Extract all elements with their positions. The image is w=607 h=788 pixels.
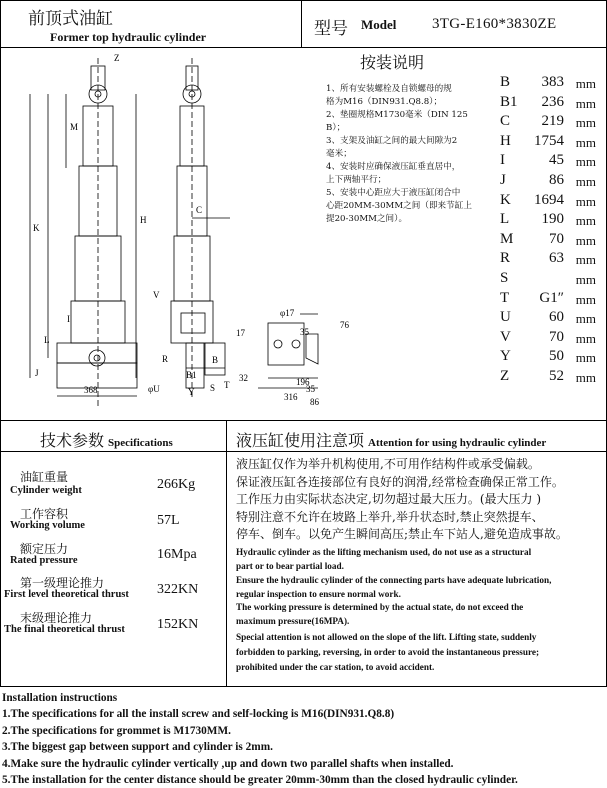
param-unit: mm	[575, 213, 596, 229]
param-unit: mm	[575, 76, 596, 91]
param-value: 86	[549, 171, 564, 188]
param-value: 45	[549, 152, 564, 169]
note-line: 提20-30MM之间）。	[326, 214, 408, 224]
attention-en-para	[236, 546, 602, 573]
note-line: 格为M16（DIN931.Q8.8）；	[326, 97, 443, 107]
notes-title: 按装说明	[360, 53, 425, 72]
dim-368: 368	[84, 385, 98, 395]
bracket-hole-1	[274, 340, 282, 348]
dim-32: 32	[239, 373, 248, 383]
attention-en-line: regular inspection to ensure normal work.	[236, 588, 401, 599]
label-i: I	[67, 314, 70, 324]
note-line: 3、支架及油缸之间的最大间隙为2	[326, 136, 458, 146]
param-key: L	[500, 211, 510, 228]
attention-en-line: prohibited under the car station, to avoid accident.	[236, 662, 435, 672]
label-phiu: φU	[148, 384, 160, 394]
param-value: 190	[541, 211, 564, 228]
label-h: H	[140, 215, 147, 225]
param-key: H	[500, 132, 511, 149]
attention-en-para	[236, 630, 602, 675]
base-eye	[89, 350, 105, 366]
param-key: M	[500, 230, 514, 247]
param-unit: mm	[575, 311, 596, 327]
attention-title	[236, 428, 546, 451]
instruction-line: 1.The specifications for all the install screw and self-locking is M16(DIN931.Q8.8)	[2, 708, 395, 721]
dim-35b: 35	[306, 384, 315, 394]
label-c: C	[196, 205, 203, 215]
spec-en: First level theoretical thrust	[4, 589, 129, 600]
note-line: 1、所有安装螺栓及自锁螺母的规	[326, 84, 452, 94]
param-key: U	[500, 309, 511, 326]
note-line: 上下两轴平行；	[326, 175, 387, 185]
label-b: B	[212, 355, 219, 365]
param-value: 60	[549, 309, 564, 326]
spec-cn: 末级理论推力	[20, 611, 93, 625]
param-value: 1694	[534, 191, 564, 208]
attention-cn-line: 保证液压缸各连接部位有良好的润滑,经常检查确保正常工作。	[236, 474, 564, 489]
dim-17: 17	[236, 328, 245, 338]
note-line: 5、安装中心距应大于液压缸闭合中	[326, 188, 461, 198]
model-value: 3TG-E160*3830ZE	[432, 16, 557, 32]
param-row	[500, 113, 600, 133]
attention-en-line: Ensure the hydraulic cylinder of the connecting parts have adequate lubrication,	[236, 575, 552, 585]
frame-top	[0, 0, 607, 1]
attention-en-para	[236, 601, 602, 628]
mid-clamp	[181, 313, 205, 333]
param-unit: mm	[575, 271, 596, 287]
dim-35: 35	[300, 327, 309, 337]
param-key: B	[500, 74, 511, 90]
label-y: Y	[188, 387, 195, 397]
spec-en: The final theoretical thrust	[4, 624, 125, 635]
installation-instructions	[2, 690, 605, 788]
param-key: C	[500, 113, 511, 130]
param-key: R	[500, 250, 511, 267]
spec-title	[40, 428, 173, 451]
dim-316: 316	[284, 392, 298, 402]
dim-phi17: φ17	[280, 308, 295, 318]
note-line: 心距20MM-30MM之间（即来节缸上	[326, 201, 472, 211]
param-row	[500, 270, 600, 290]
param-row	[500, 133, 600, 153]
mid-base	[186, 343, 204, 388]
bottom-divider	[0, 686, 607, 687]
instruction-line: 3.The biggest gap between support and cylinder is 2mm.	[2, 741, 273, 754]
instruction-line: 4.Make sure the hydraulic cylinder vertically ,up and down two parallel shafts when installed.	[2, 757, 454, 770]
param-row	[500, 250, 600, 270]
spec-cn: 第一级理论推力	[20, 576, 105, 590]
label-k: K	[33, 223, 40, 233]
label-r: R	[162, 354, 169, 364]
attention-en-line: forbidden to parking, reversing, in order to avoid the instantaneous pressure;	[236, 647, 540, 657]
param-row	[500, 192, 600, 212]
param-value: 63	[549, 250, 564, 267]
label-j: J	[35, 368, 39, 378]
param-row	[500, 309, 600, 329]
param-key: S	[500, 269, 509, 286]
instructions-title: Installation instructions	[2, 692, 118, 704]
base-top	[57, 343, 137, 363]
param-row	[500, 152, 600, 172]
model-label-cn: 型号	[314, 19, 348, 39]
attention-title-en: Attention for using hydraulic cylinder	[368, 437, 547, 449]
title-en: Former top hydraulic cylinder	[50, 30, 207, 44]
attention-en-line: part or to bear partial load.	[236, 560, 344, 571]
param-value: 1754	[534, 132, 564, 149]
title-cn: 前顶式油缸	[28, 9, 113, 29]
section-divider-title	[0, 451, 607, 452]
label-v: V	[153, 290, 160, 300]
spec-title-cn: 技术参数	[40, 431, 105, 450]
attention-cn-line: 液压缸仅作为举升机构使用,不可用作结构件或承受偏载。	[236, 457, 540, 471]
param-key: J	[500, 171, 506, 188]
param-unit: mm	[575, 232, 596, 248]
spec-vdivider	[226, 420, 227, 686]
bracket-ramp	[306, 334, 318, 364]
dim-196: 196	[296, 377, 310, 387]
param-unit: mm	[575, 115, 596, 131]
note-line: 2、垫圈规格M1730毫米（DIN 125	[326, 110, 468, 120]
spec-value: 322KN	[157, 582, 199, 597]
note-line: B）；	[326, 123, 346, 133]
label-z: Z	[114, 53, 120, 63]
param-unit: mm	[575, 252, 596, 268]
model-label-en: Model	[361, 17, 397, 32]
param-unit: mm	[575, 291, 596, 307]
param-row	[500, 348, 600, 368]
label-l: L	[44, 335, 50, 345]
attention-title-cn: 液压缸使用注意项	[236, 431, 365, 450]
note-line: 毫米；	[326, 149, 352, 159]
param-row	[500, 172, 600, 192]
param-key: Y	[500, 348, 511, 365]
param-value: 383	[541, 74, 564, 90]
header-vdivider	[301, 0, 302, 47]
attention-cn-block	[236, 456, 602, 544]
param-row	[500, 74, 600, 94]
spec-value: 266Kg	[157, 477, 196, 492]
param-row	[500, 231, 600, 251]
attention-en-para	[236, 574, 602, 601]
spec-value: 16Mpa	[157, 547, 197, 562]
param-key: B1	[500, 93, 518, 110]
dim-86: 86	[310, 397, 319, 407]
attention-en-line: The working pressure is determined by the actual state, do not exceed the	[236, 602, 524, 612]
side-bracket-plate	[268, 323, 304, 365]
attention-cn-line: 工作压力由实际状态决定,切勿超过最大压力。(最大压力 )	[236, 492, 541, 506]
param-key: Z	[500, 367, 510, 384]
parameter-table	[500, 74, 600, 388]
param-row	[500, 329, 600, 349]
instruction-line: 2.The specifications for grommet is M1730MM.	[2, 724, 231, 737]
param-key: I	[500, 152, 505, 169]
param-key: T	[500, 289, 510, 306]
param-unit: mm	[575, 193, 596, 209]
param-unit: mm	[575, 330, 596, 346]
param-unit: mm	[575, 173, 596, 189]
notes-list	[326, 83, 494, 226]
param-value: 50	[549, 348, 564, 365]
param-key: V	[500, 328, 511, 345]
label-t: T	[224, 380, 230, 390]
spec-title-en: Specifications	[108, 437, 173, 449]
param-value: 70	[549, 230, 564, 247]
label-s: S	[210, 383, 216, 393]
instruction-line: 5.The installation for the center distance should be greater 20mm-30mm than the closed hydraulic cylinder.	[2, 774, 518, 787]
param-unit: mm	[575, 95, 596, 111]
attention-en-line: Hydraulic cylinder as the lifting mechanism used, do not use as a structural	[236, 547, 532, 557]
attention-cn-line: 特别注意不允许在坡路上举升,举升状态时,禁止突然提车、	[236, 509, 544, 524]
attention-en-line: Special attention is not allowed on the slope of the lift. Lifting state, suddenly	[236, 632, 537, 642]
bracket-hole-2	[292, 340, 300, 348]
label-b1: B1	[186, 370, 197, 380]
spec-en: Working volume	[10, 520, 85, 531]
note-line: 4、安装时应确保液压缸垂直居中，	[326, 162, 461, 172]
param-row	[500, 94, 600, 114]
param-unit: mm	[575, 369, 596, 385]
spec-value: 152KN	[157, 617, 199, 632]
param-value: 219	[541, 113, 564, 130]
param-row	[500, 368, 600, 388]
param-unit: mm	[575, 134, 596, 150]
dim-76: 76	[340, 320, 349, 330]
spec-en: Rated pressure	[10, 555, 78, 566]
spec-value: 57L	[157, 513, 180, 528]
param-unit: mm	[575, 350, 596, 366]
param-value: 52	[549, 367, 564, 384]
param-value: G1″	[539, 289, 564, 306]
spec-cn: 额定压力	[20, 542, 69, 556]
param-row	[500, 290, 600, 310]
param-value: 236	[541, 93, 564, 110]
attention-cn-line: 停车、倒车。以免产生瞬间高压;禁止车下站人,避免造成事故。	[236, 527, 568, 541]
label-m: M	[70, 122, 79, 132]
param-row	[500, 211, 600, 231]
spec-en: Cylinder weight	[10, 485, 82, 496]
base-eye-hole	[94, 355, 100, 361]
spec-cn: 油缸重量	[20, 470, 69, 484]
section-divider-top	[0, 420, 607, 421]
param-key: K	[500, 191, 511, 208]
param-value: 70	[549, 328, 564, 345]
spec-cn: 工作容积	[20, 507, 69, 521]
attention-en-line: maximum pressure(16MPA).	[236, 615, 350, 626]
param-unit: mm	[575, 154, 596, 170]
